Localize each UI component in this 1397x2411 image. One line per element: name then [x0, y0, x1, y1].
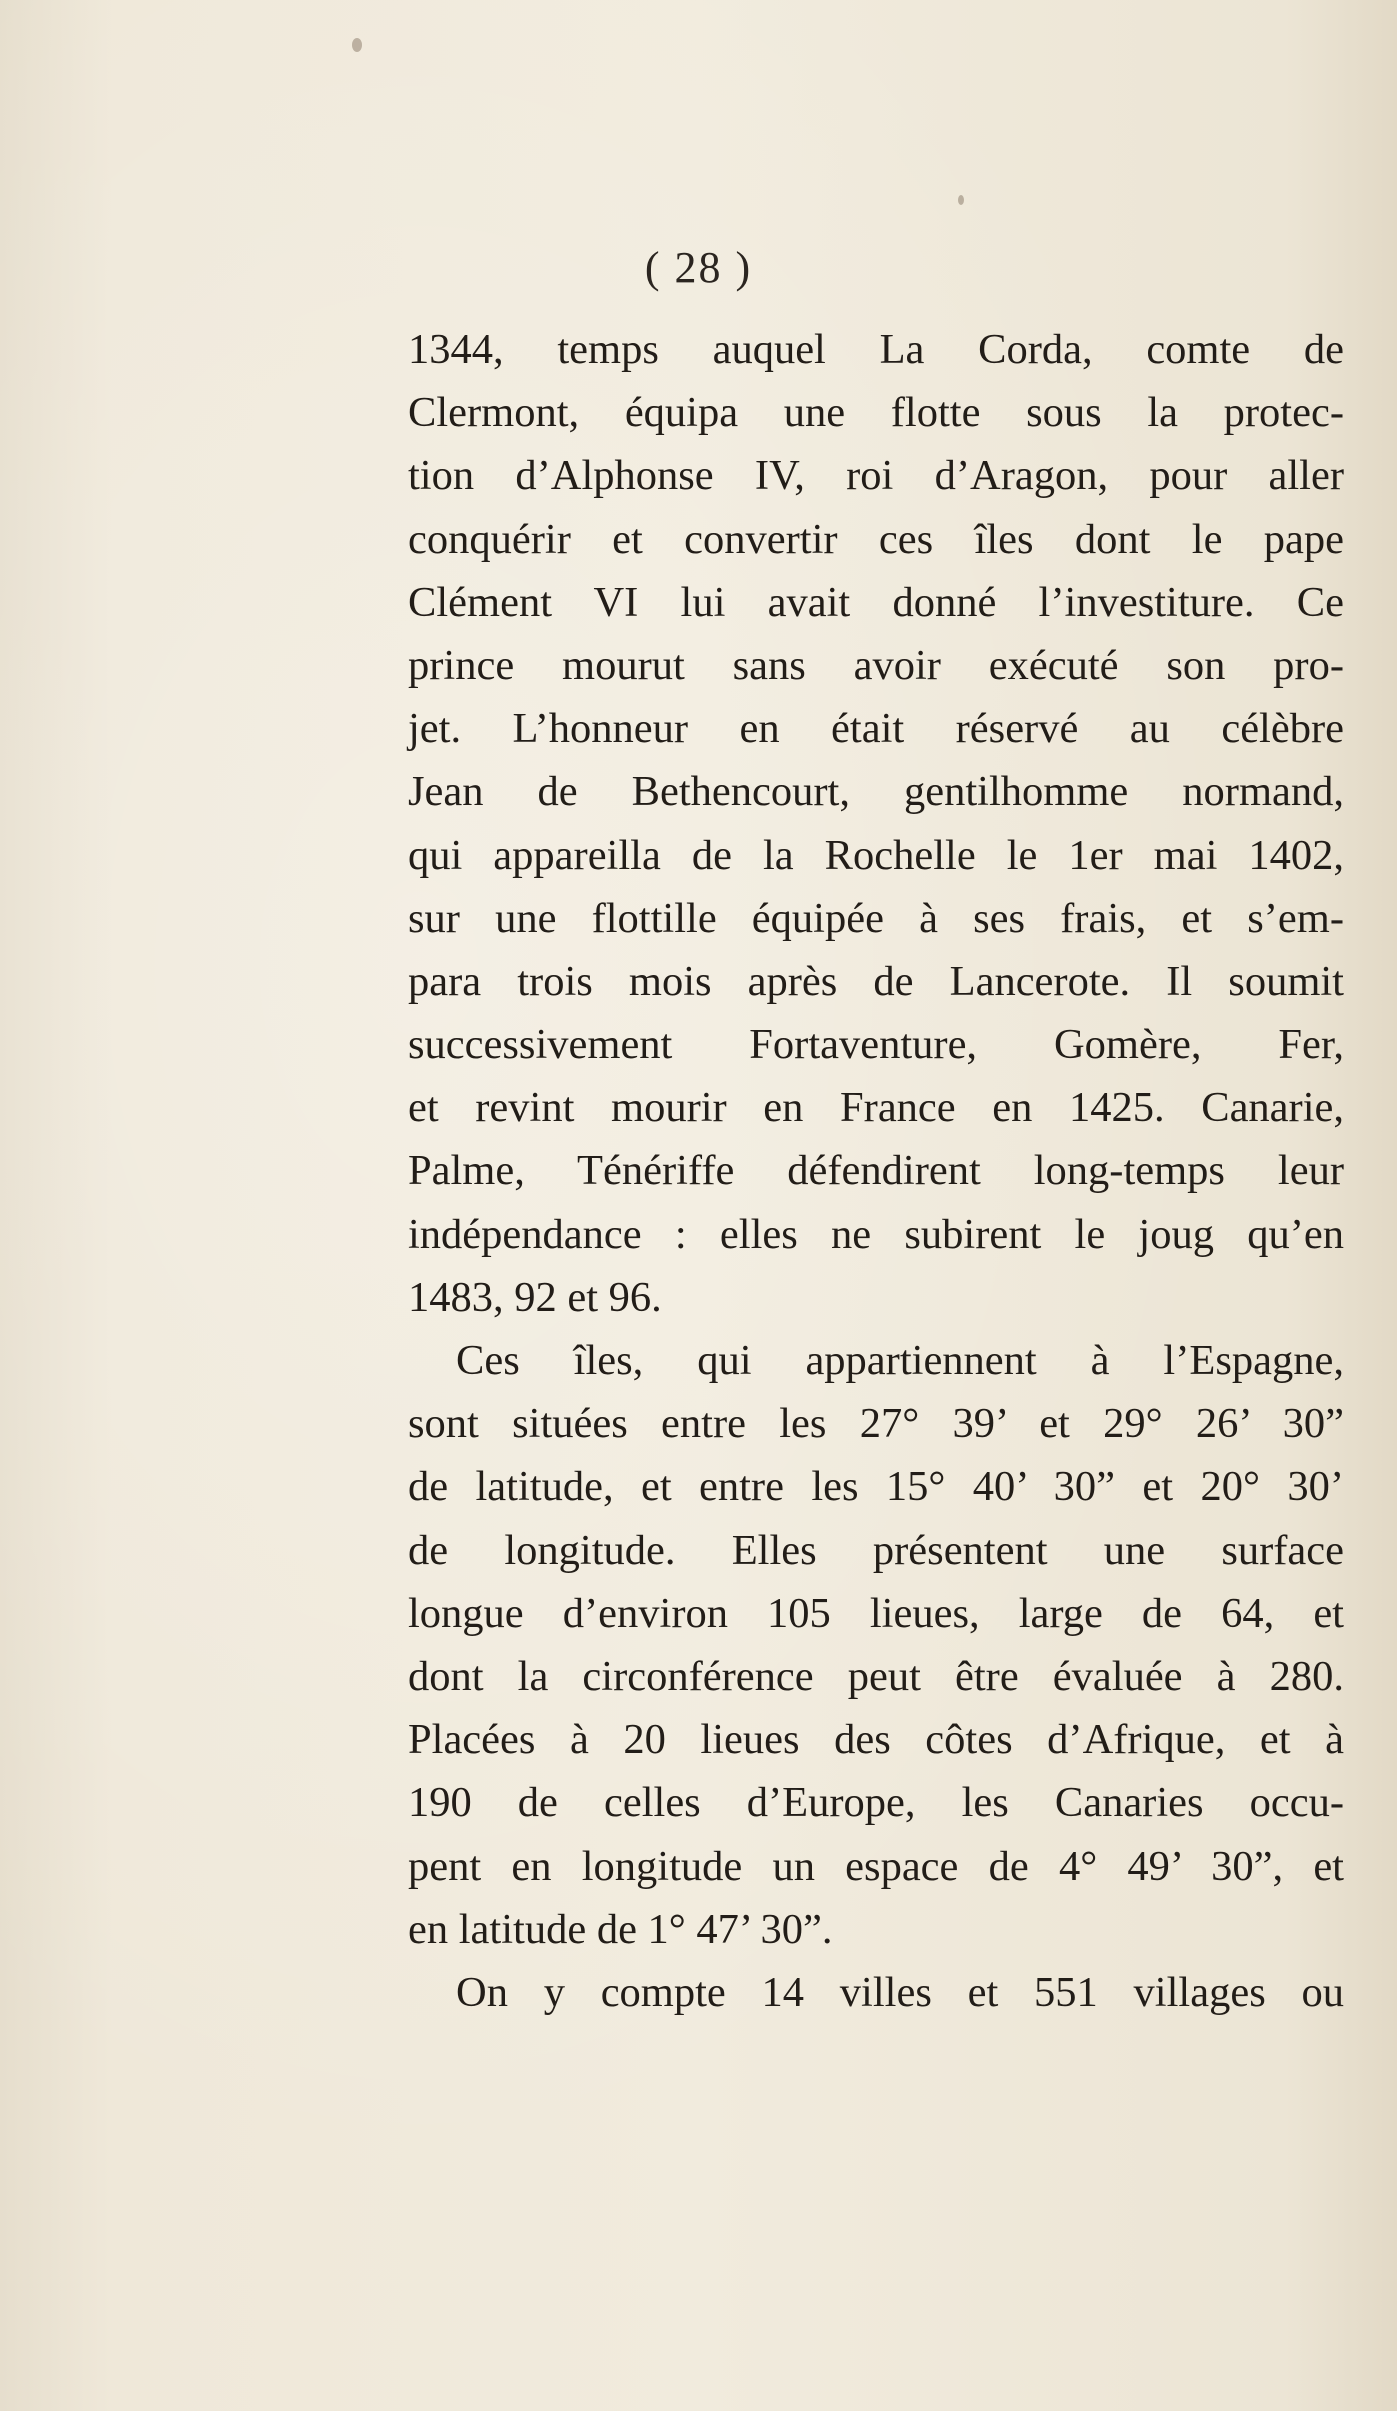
text-line: et revint mourir en France en 1425. Canarie,: [408, 1084, 1344, 1132]
text-line: en latitude de 1° 47’ 30”.: [408, 1905, 833, 1953]
text-line: Clément VI lui avait donné l’investiture. Ce: [408, 578, 1344, 626]
text-line: jet. L’honneur en était réservé au célèbre: [408, 705, 1344, 753]
text-line: Clermont, équipa une flotte sous la protec-: [408, 389, 1344, 437]
ink-spot: [958, 195, 964, 205]
text-line: prince mourut sans avoir exécuté son pro-: [408, 641, 1344, 689]
text-line: conquérir et convertir ces îles dont le pape: [408, 515, 1344, 563]
text-line: successivement Fortaventure, Gomère, Fer,: [408, 1021, 1344, 1069]
text-line: 1483, 92 et 96.: [408, 1273, 662, 1321]
body-text: [408, 318, 1344, 2024]
text-line: indépendance : elles ne subirent le joug qu’en: [408, 1210, 1344, 1258]
text-line: Jean de Bethencourt, gentilhomme normand,: [408, 768, 1344, 816]
page-number: ( 28 ): [644, 243, 753, 292]
text-line: Placées à 20 lieues des côtes d’Afrique, et à: [408, 1716, 1344, 1764]
text-line: para trois mois après de Lancerote. Il soumit: [408, 957, 1344, 1005]
text-line: longue d’environ 105 lieues, large de 64, et: [408, 1589, 1344, 1637]
ink-spot: [352, 38, 362, 52]
text-line: de latitude, et entre les 15° 40’ 30” et 20° 30’: [408, 1463, 1344, 1511]
text-line: sont situées entre les 27° 39’ et 29° 26’ 30”: [408, 1400, 1344, 1448]
text-line: On y compte 14 villes et 551 villages ou: [456, 1968, 1344, 2016]
text-line: pent en longitude un espace de 4° 49’ 30”, et: [408, 1842, 1344, 1890]
text-line: 190 de celles d’Europe, les Canaries occu-: [408, 1779, 1344, 1827]
text-line: de longitude. Elles présentent une surface: [408, 1526, 1344, 1574]
text-line: Ces îles, qui appartiennent à l’Espagne,: [456, 1337, 1344, 1384]
text-line: dont la circonférence peut être évaluée à 280.: [408, 1652, 1344, 1700]
text-line: 1344, temps auquel La Corda, comte de: [408, 326, 1344, 373]
text-line: sur une flottille équipée à ses frais, et s’em-: [408, 894, 1344, 942]
text-line: qui appareilla de la Rochelle le 1er mai 1402,: [408, 831, 1344, 879]
text-line: Palme, Ténériffe défendirent long-temps leur: [408, 1147, 1344, 1195]
text-line: tion d’Alphonse IV, roi d’Aragon, pour aller: [408, 452, 1344, 500]
